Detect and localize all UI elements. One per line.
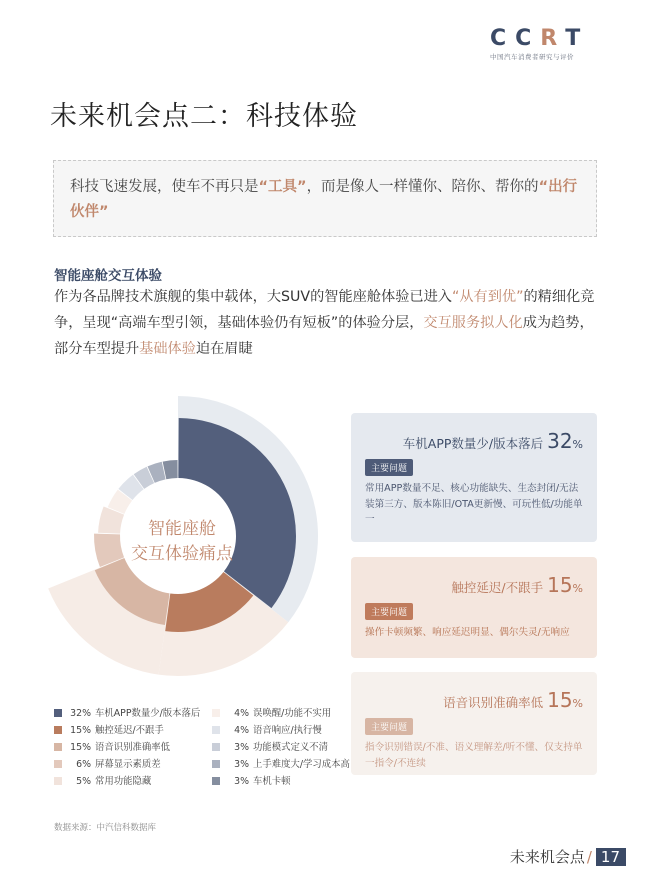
chart-center-line1: 智能座舱 bbox=[148, 519, 216, 539]
legend-swatch bbox=[54, 726, 62, 734]
legend-value: 3% bbox=[234, 776, 249, 787]
legend-item bbox=[54, 722, 164, 736]
legend-label: 语音识别准确率低 bbox=[95, 742, 171, 753]
card-tag: 主要问题 bbox=[365, 603, 413, 620]
ccrt-logo bbox=[490, 26, 620, 61]
card-title: 触控延迟/不跟手 15% bbox=[451, 573, 583, 597]
legend-label: 屏幕显示素质差 bbox=[95, 759, 161, 770]
legend-value: 4% bbox=[234, 708, 249, 719]
legend-swatch bbox=[54, 709, 62, 717]
legend-swatch bbox=[212, 726, 220, 734]
legend-swatch bbox=[212, 709, 220, 717]
legend-item bbox=[54, 705, 200, 719]
chart-center-label bbox=[92, 517, 272, 567]
legend-swatch bbox=[212, 777, 220, 785]
page-footer bbox=[510, 846, 626, 867]
legend-value: 3% bbox=[234, 742, 249, 753]
logo-wordmark: CCRT bbox=[490, 26, 590, 51]
legend-label: 误唤醒/功能不实用 bbox=[253, 708, 332, 719]
card-description: 指令识别错误/不准、语义理解差/听不懂、仅支持单一指令/不连续 bbox=[365, 742, 583, 769]
legend-value: 3% bbox=[234, 759, 249, 770]
pain-point-card-touch bbox=[351, 557, 597, 658]
legend-value: 15% bbox=[70, 742, 91, 753]
legend-item bbox=[54, 756, 161, 770]
legend-item bbox=[212, 756, 350, 770]
legend-label: 上手难度大/学习成本高 bbox=[253, 759, 350, 770]
legend-swatch bbox=[212, 760, 220, 768]
legend-swatch bbox=[54, 777, 62, 785]
footer-separator: / bbox=[586, 848, 592, 866]
legend-label: 常用功能隐藏 bbox=[95, 776, 152, 787]
legend-label: 车机APP数量少/版本落后 bbox=[95, 708, 201, 719]
legend-label: 触控延迟/不跟手 bbox=[95, 725, 164, 736]
legend-label: 功能模式定义不清 bbox=[253, 742, 329, 753]
section-heading: 智能座舱交互体验 bbox=[54, 268, 162, 284]
card-description: 常用APP数量不足、核心功能缺失、生态封闭/无法装第三方、版本陈旧/OTA更新慢、可玩性低/功能单一 bbox=[365, 483, 583, 525]
legend-swatch bbox=[54, 760, 62, 768]
card-tag: 主要问题 bbox=[365, 718, 413, 735]
page-title: 未来机会点二：科技体验 bbox=[50, 101, 358, 132]
card-tag: 主要问题 bbox=[365, 459, 413, 476]
footer-label: 未来机会点 bbox=[509, 848, 585, 866]
legend-swatch bbox=[212, 743, 220, 751]
pain-point-card-voice bbox=[351, 672, 597, 775]
data-source: 数据来源：中汽信科数据库 bbox=[54, 823, 157, 833]
quote-text: 科技飞速发展，使车不再只是“工具”，而是像人一样懂你、陪你、帮你的“出行伙伴” bbox=[70, 179, 578, 220]
card-title: 车机APP数量少/版本落后 32% bbox=[402, 429, 583, 453]
legend-item bbox=[212, 773, 291, 787]
legend-value: 6% bbox=[76, 759, 91, 770]
legend-label: 语音响应/执行慢 bbox=[253, 725, 322, 736]
legend-item bbox=[212, 722, 322, 736]
pain-point-card-app bbox=[351, 413, 597, 542]
legend-item bbox=[54, 773, 151, 787]
legend-value: 32% bbox=[70, 708, 91, 719]
logo-subtitle: 中国汽车消费者研究与评价 bbox=[490, 53, 574, 61]
card-title: 语音识别准确率低 15% bbox=[443, 688, 583, 712]
legend-item bbox=[212, 705, 331, 719]
legend-value: 4% bbox=[234, 725, 249, 736]
legend-value: 15% bbox=[70, 725, 91, 736]
quote-box bbox=[53, 160, 597, 237]
page-number: 17 bbox=[596, 848, 626, 866]
legend-value: 5% bbox=[76, 776, 91, 787]
legend-item bbox=[212, 739, 328, 753]
legend-item bbox=[54, 739, 170, 753]
chart-center-line2: 交互体验痛点 bbox=[131, 544, 233, 564]
section-body: 作为各品牌技术旗舰的集中载体，大SUV的智能座舱体验已进入“从有到优”的精细化竞争，呈现“高端车型引领，基础体验仍有短板”的体验分层，交互服务拟人化成为趋势，部分车型提升基础体验迫在眉睫 bbox=[54, 289, 595, 357]
legend-label: 车机卡顿 bbox=[253, 776, 291, 787]
legend-swatch bbox=[54, 743, 62, 751]
card-description: 操作卡顿频繁、响应延迟明显、偶尔失灵/无响应 bbox=[365, 627, 570, 638]
